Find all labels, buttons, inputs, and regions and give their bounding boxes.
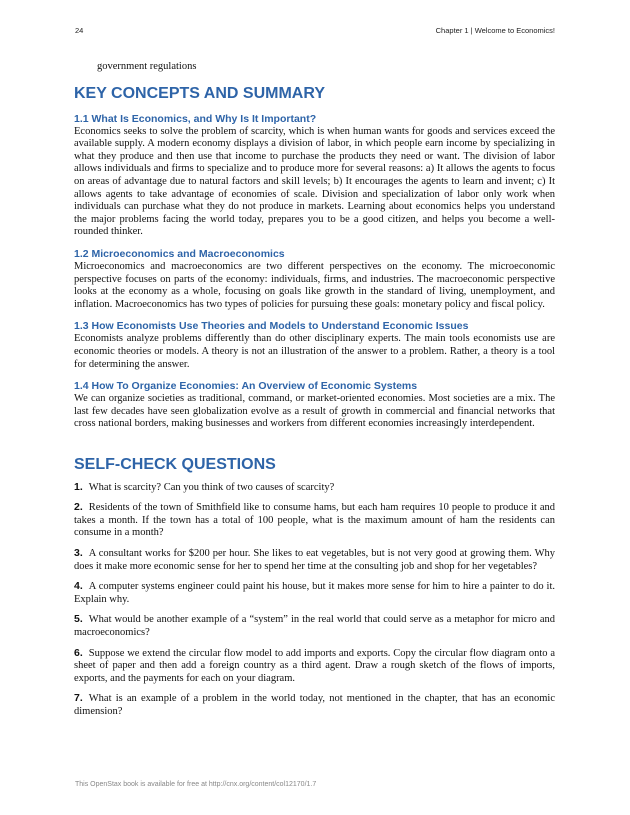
question-number: 5.: [74, 613, 83, 626]
section-heading: 1.2 Microeconomics and Macroeconomics: [74, 247, 285, 260]
summary-section-1-2: [74, 248, 555, 311]
question-item: [74, 481, 555, 495]
question-number: 6.: [74, 646, 83, 659]
question-number: 2.: [74, 501, 83, 514]
question-item: [74, 547, 555, 573]
continued-list-text: government regulations: [97, 61, 197, 72]
section-heading: 1.4 How To Organize Economies: An Overview of Economic Systems: [74, 380, 418, 393]
question-text: What would be another example of a “system” in the real world that could serve as a metaphor for micro and macroeconomics?: [74, 614, 555, 638]
chapter-title: Chapter 1 | Welcome to Economics!: [435, 26, 555, 35]
question-text: Residents of the town of Smithfield like to consume hams, but each ham requires 10 people to produce it and takes a month. If the town has a total of 100 people, what is the maximum amount of ham the residents can consume in a month?: [74, 502, 555, 539]
question-item: [74, 613, 555, 639]
summary-section-1-1: [74, 113, 555, 239]
question-number: 4.: [74, 580, 83, 593]
question-text: A computer systems engineer could paint his house, but it makes more sense for him to hire a painter to do it. Explain why.: [74, 581, 555, 605]
page-number: 24: [75, 26, 84, 35]
question-item: [74, 501, 555, 540]
self-check-section: [74, 456, 555, 726]
question-text: Suppose we extend the circular flow model to add imports and exports. Copy the circular flow diagram onto a sheet of paper and then add a foreign country as a third agent. Draw a rough sketch of the flows of imports, exports, and the payments for each on your diagram.: [74, 647, 555, 684]
summary-section-1-3: [74, 320, 555, 371]
section-body: Economists analyze problems differently than do other disciplinary experts. The main tools economists use are economic theories or models. A theory is not an illustration of the answer to a problem. Rather, a theory is a tool for determining the answer.: [74, 333, 555, 370]
question-number: 1.: [74, 480, 83, 493]
key-concepts-section: [74, 85, 555, 440]
section-heading: 1.1 What Is Economics, and Why Is It Important?: [74, 112, 317, 125]
section-body: We can organize societies as traditional, command, or market-oriented economies. Most societies are a mix. The last few decades have seen globalization evolve as a result of growth in commercial and financial networks that cross national borders, making businesses and workers from different economies increasingly interdependent.: [74, 393, 555, 430]
question-text: What is scarcity? Can you think of two causes of scarcity?: [88, 481, 335, 493]
section-heading: 1.3 How Economists Use Theories and Models to Understand Economic Issues: [74, 320, 469, 333]
summary-section-1-4: [74, 380, 555, 431]
question-number: 3.: [74, 546, 83, 559]
question-text: A consultant works for $200 per hour. She likes to eat vegetables, but is not very good at growing them. Why does it make more economic sense for her to spend her time at the consulting job and shop for her vegetables?: [74, 547, 555, 572]
page-footer: This OpenStax book is available for free at http://cnx.org/content/col12170/1.7: [75, 781, 317, 788]
question-item: [74, 692, 555, 718]
section-body: Microeconomics and macroeconomics are two different perspectives on the economy. The microeconomic perspective focuses on parts of the economy: individuals, firms, and industries. The macroeconomic perspective looks at the economy as a whole, focusing on goals like growth in the standard of living, unemployment, and inflation. Macroeconomics has two types of policies for pursuing these goals: monetary policy and fiscal policy.: [74, 260, 555, 310]
section-body: Economics seeks to solve the problem of scarcity, which is when human wants for goods and services exceed the available supply. A modern economy displays a division of labor, in which people earn income by specializing in what they produce and then use that income to purchase the products they need or want. The division of labor allows individuals and firms to specialize and to produce more for several reasons: a) It allows the agents to focus on areas of advantage due to natural factors and skill levels; b) It encourages the agents to learn and invent; c) It allows agents to take advantage of economies of scale. Division and specialization of labor only work when individuals can purchase what they do not produce in markets. Learning about economics helps you understand the major problems facing the world today, prepares you to be a good citizen, and helps you become a well-rounded thinker.: [74, 125, 555, 238]
question-item: [74, 580, 555, 606]
key-concepts-title: KEY CONCEPTS AND SUMMARY: [74, 85, 325, 102]
self-check-title: SELF-CHECK QUESTIONS: [74, 456, 276, 473]
question-item: [74, 647, 555, 686]
question-text: What is an example of a problem in the world today, not mentioned in the chapter, that has an economic dimension?: [74, 693, 555, 717]
question-number: 7.: [74, 692, 83, 705]
